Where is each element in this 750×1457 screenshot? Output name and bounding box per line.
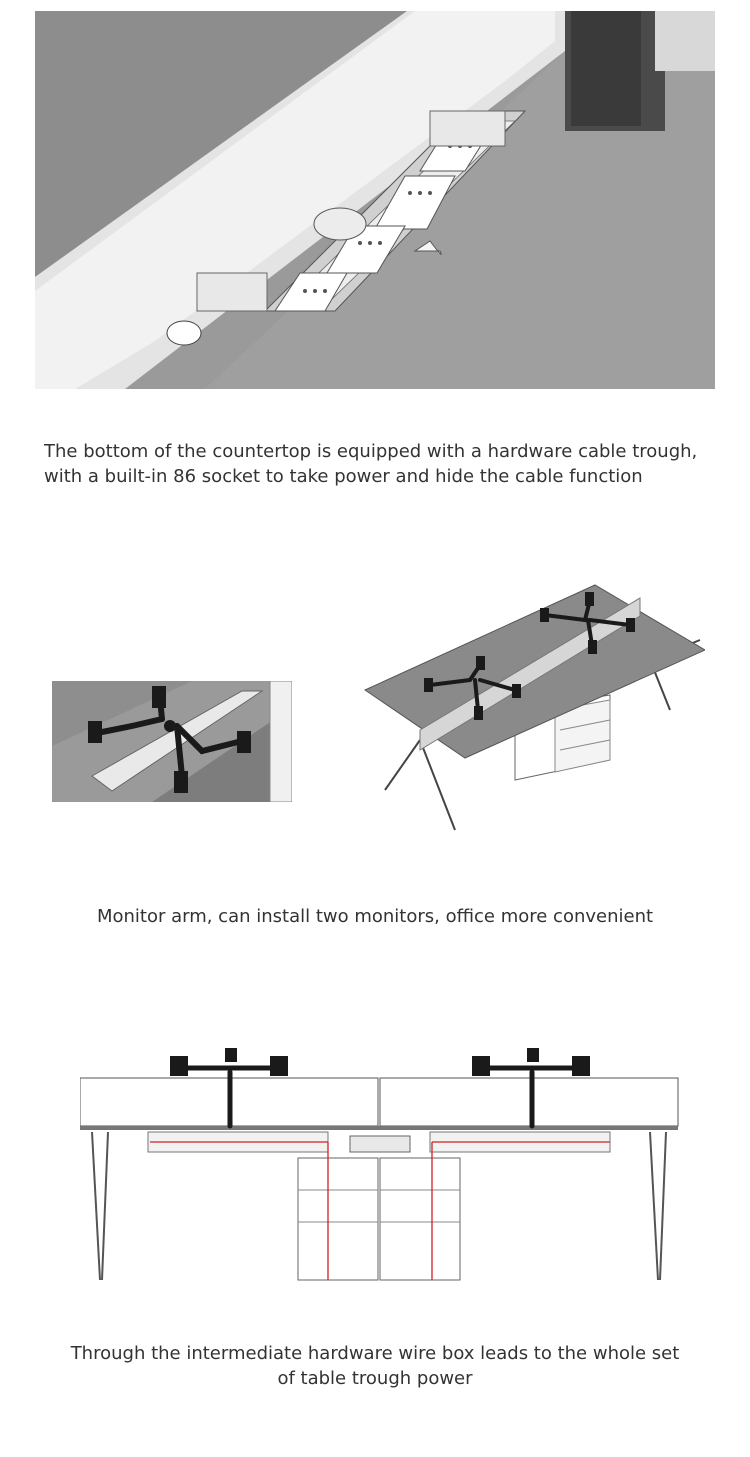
caption-cable-trough: The bottom of the countertop is equipped with a hardware cable trough, with a built-in 86 socket to take power and hide the cable function bbox=[44, 441, 698, 487]
cable-trough-illustration bbox=[35, 11, 715, 389]
workstation-with-monitor-arms-illustration bbox=[360, 580, 705, 835]
caption-cable-routing: Through the intermediate hardware wire box leads to the whole set of table trough power bbox=[70, 1343, 680, 1389]
cable-routing-elevation-illustration bbox=[80, 1040, 680, 1285]
caption-monitor-arm: Monitor arm, can install two monitors, office more convenient bbox=[96, 906, 654, 927]
monitor-arm-closeup-illustration bbox=[52, 681, 292, 802]
